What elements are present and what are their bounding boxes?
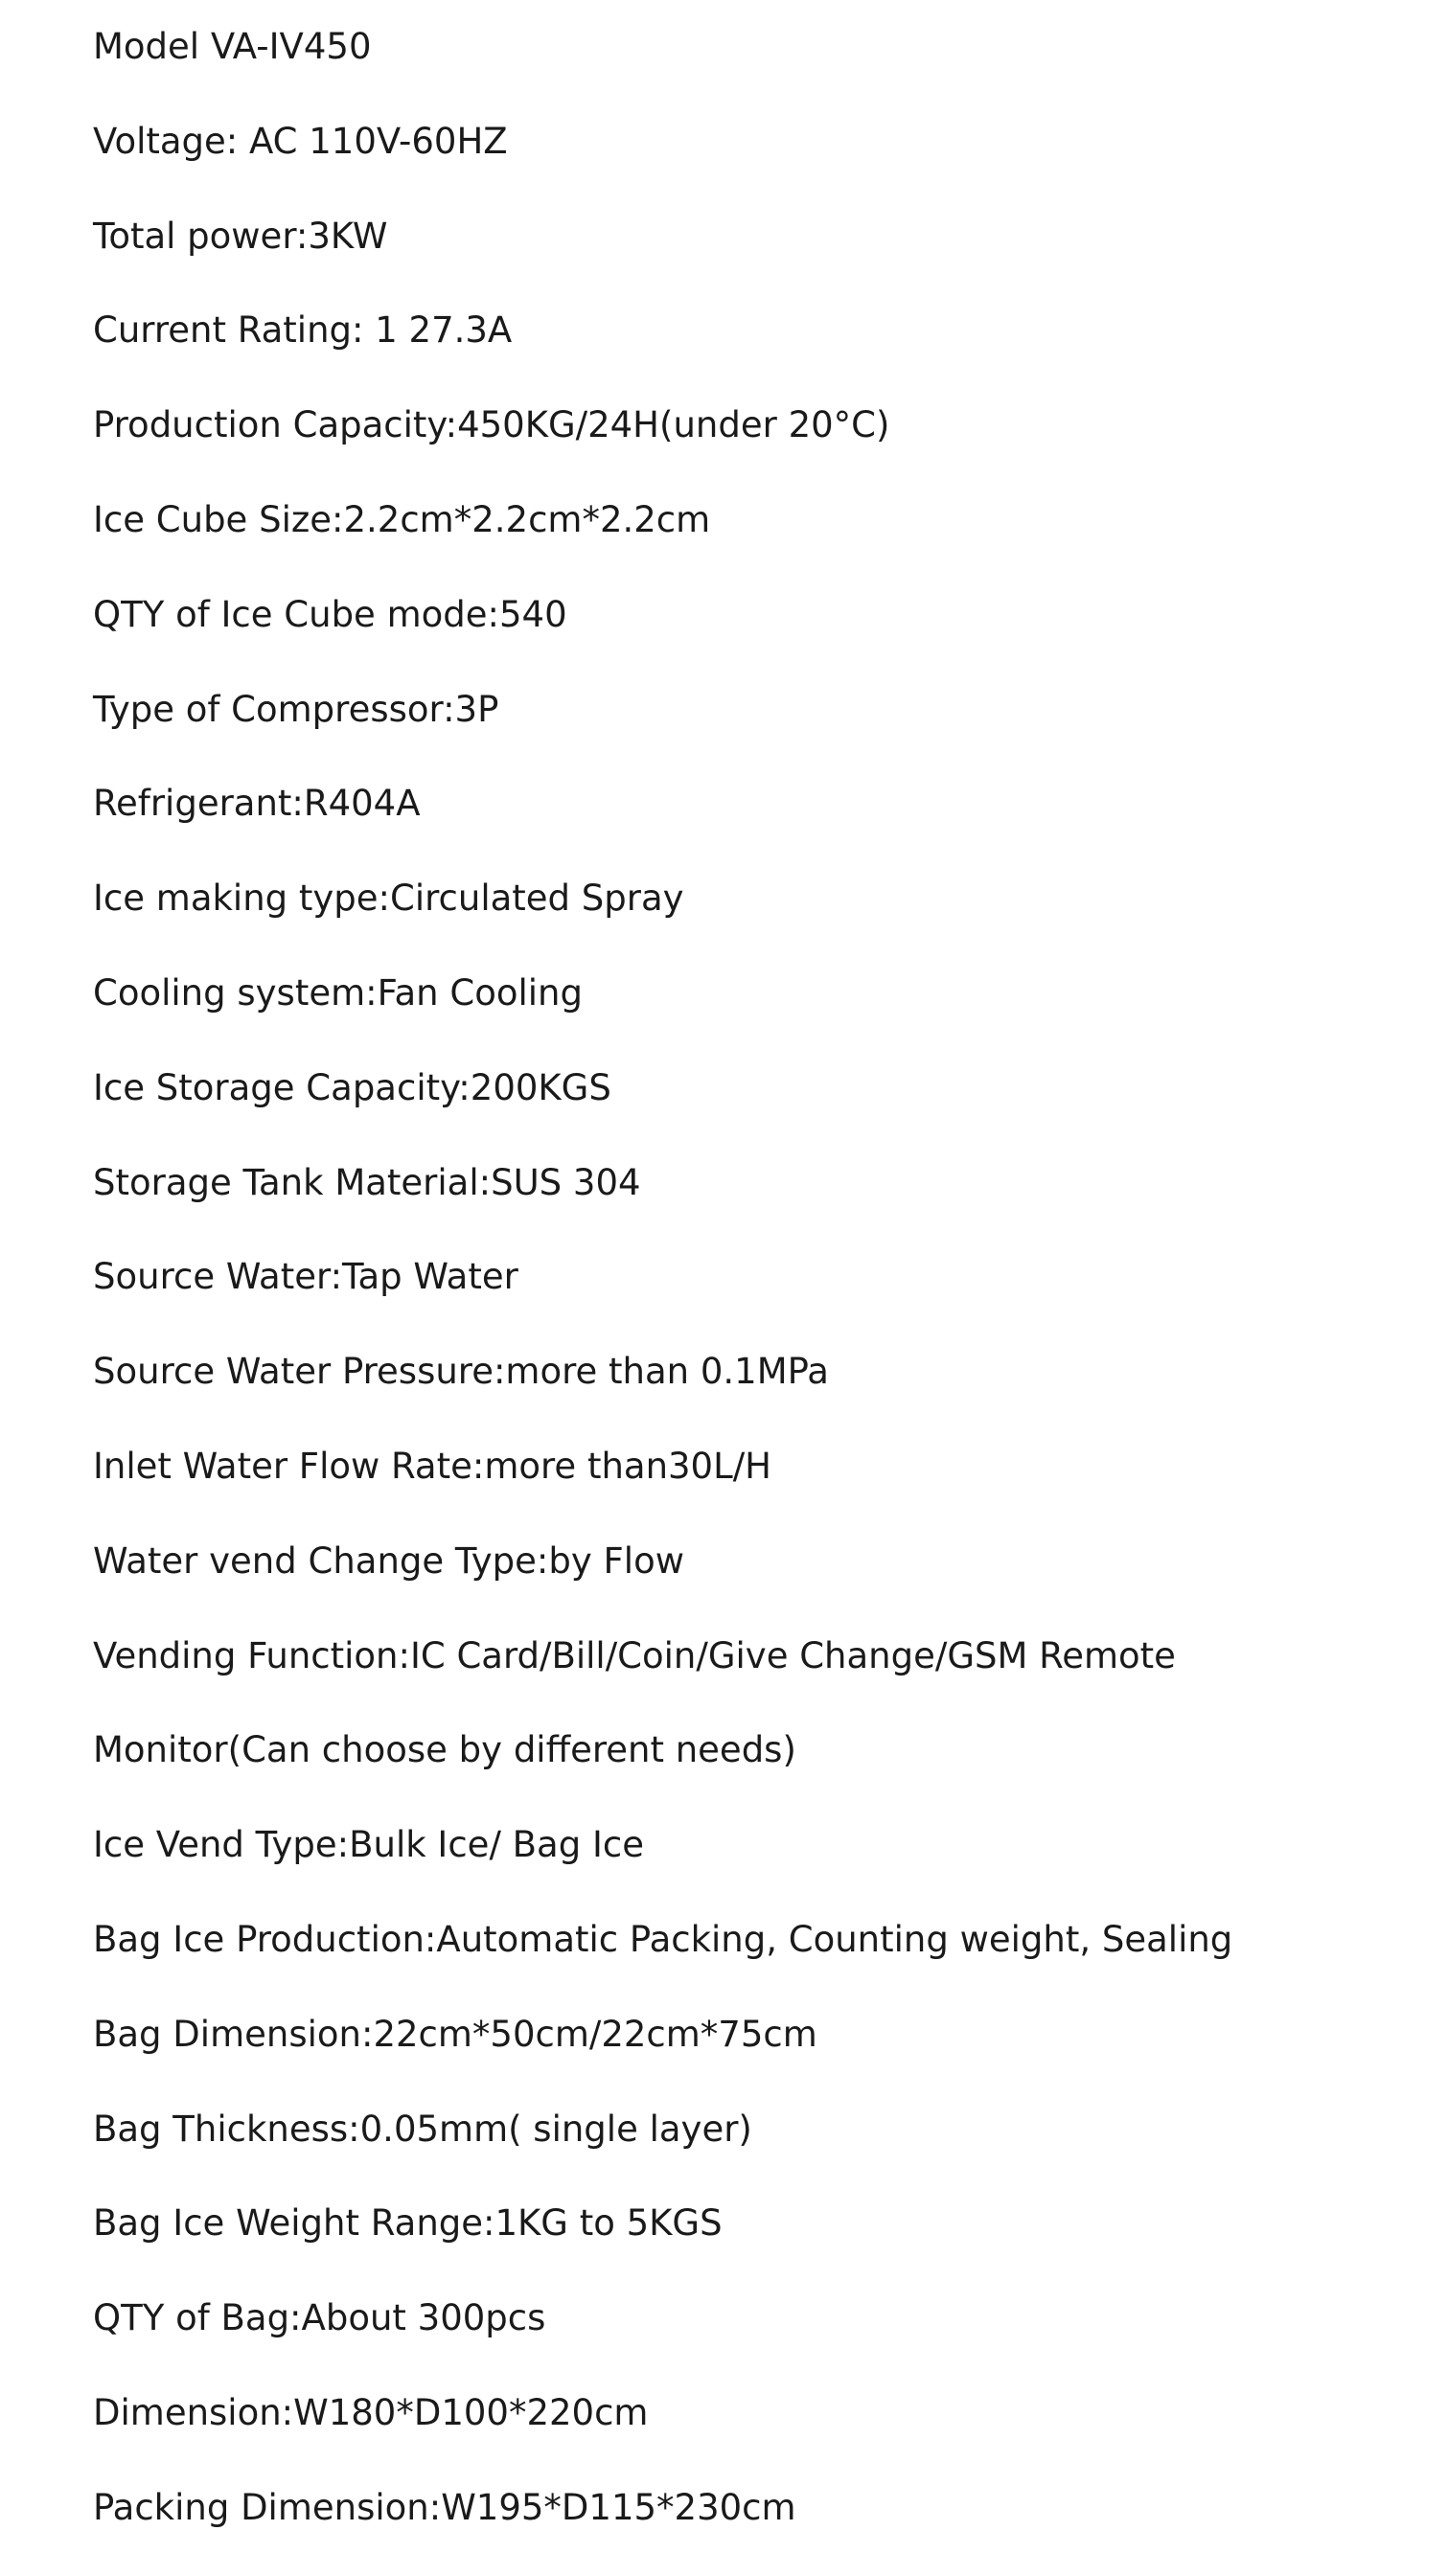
spec-packing-dimension: Packing Dimension:W195*D115*230cm [93,2486,796,2528]
spec-vending-function: Vending Function:IC Card/Bill/Coin/Give Change/GSM Remote [93,1634,1176,1676]
spec-ice-vend-type: Ice Vend Type:Bulk Ice/ Bag Ice [93,1824,644,1866]
spec-total-power: Total power:3KW [93,215,388,257]
spec-qty-of-bag: QTY of Bag:About 300pcs [93,2297,546,2339]
spec-bag-ice-production: Bag Ice Production:Automatic Packing, Counting weight, Sealing [93,1918,1233,1960]
spec-refrigerant: Refrigerant:R404A [93,783,421,825]
spec-inlet-water-flow-rate: Inlet Water Flow Rate:more than30L/H [93,1445,772,1487]
spec-model: Model VA-IV450 [93,26,372,67]
spec-dimension: Dimension:W180*D100*220cm [93,2391,649,2433]
spec-ice-storage-capacity: Ice Storage Capacity:200KGS [93,1066,611,1108]
spec-current-rating: Current Rating: 1 27.3A [93,309,513,352]
spec-ice-cube-size: Ice Cube Size:2.2cm*2.2cm*2.2cm [93,498,711,540]
spec-voltage: Voltage: AC 110V-60HZ [93,120,508,162]
spec-bag-dimension: Bag Dimension:22cm*50cm/22cm*75cm [93,2013,817,2055]
spec-qty-ice-cube-mode: QTY of Ice Cube mode:540 [93,593,567,635]
spec-list [93,20,1415,2576]
spec-bag-thickness: Bag Thickness:0.05mm( single layer) [93,2108,752,2150]
spec-cooling-system: Cooling system:Fan Cooling [93,971,583,1014]
spec-ice-making-type: Ice making type:Circulated Spray [93,878,684,920]
spec-production-capacity: Production Capacity:450KG/24H(under 20°C) [93,404,890,446]
spec-storage-tank-material: Storage Tank Material:SUS 304 [93,1161,641,1203]
spec-compressor-type: Type of Compressor:3P [93,688,499,730]
spec-bag-ice-weight-range: Bag Ice Weight Range:1KG to 5KGS [93,2202,723,2245]
spec-water-vend-change-type: Water vend Change Type:by Flow [93,1539,684,1582]
spec-monitor: Monitor(Can choose by different needs) [93,1729,796,1771]
spec-source-water-pressure: Source Water Pressure:more than 0.1MPa [93,1351,829,1393]
spec-source-water: Source Water:Tap Water [93,1256,518,1298]
